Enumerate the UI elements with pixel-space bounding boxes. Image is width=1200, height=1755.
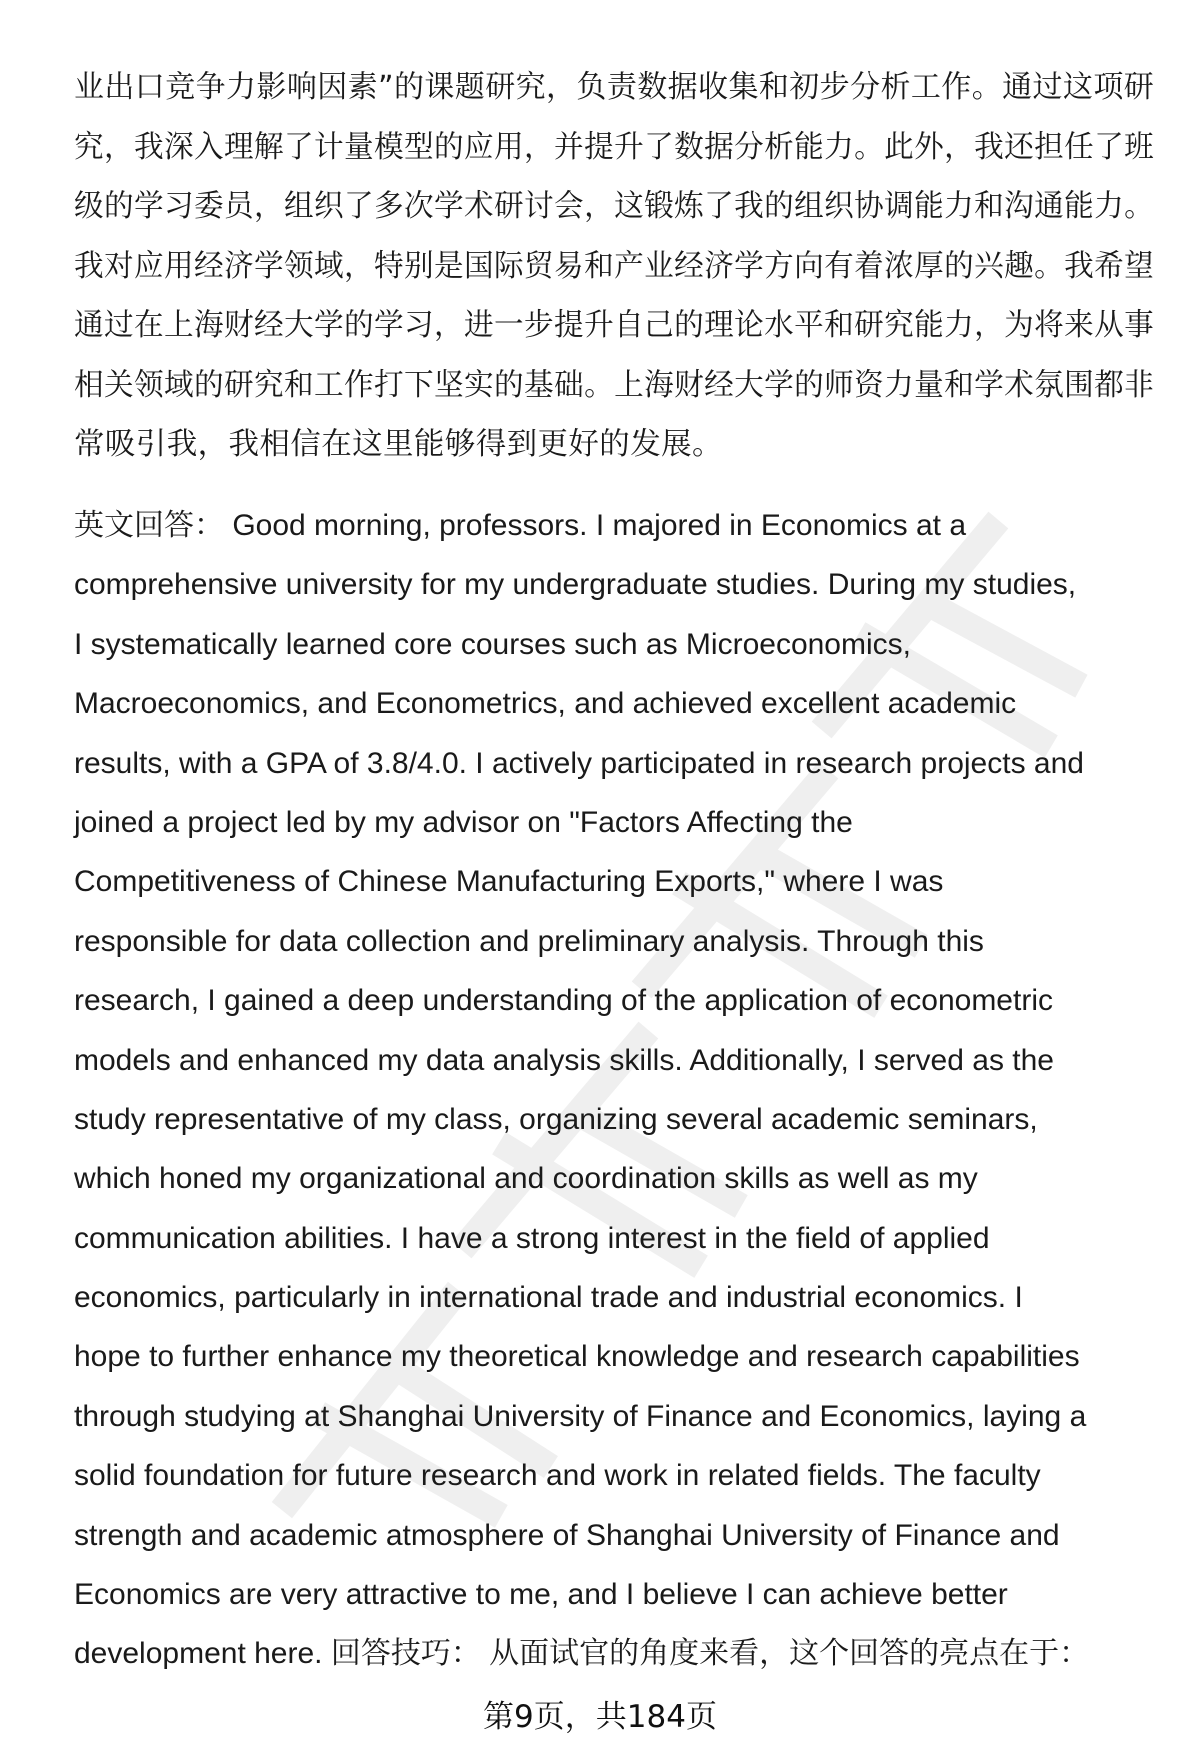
- chinese-paragraph-line: 我对应用经济学领域，特别是国际贸易和产业经济学方向有着浓厚的兴趣。我希望: [74, 248, 1155, 284]
- english-answer-line: which honed my organizational and coordination skills as well as my: [74, 1162, 978, 1196]
- english-answer-line: joined a project led by my advisor on "Factors Affecting the: [74, 805, 853, 839]
- english-answer-line: research, I gained a deep understanding of the application of econometric: [74, 984, 1053, 1018]
- english-answer-line: Economics are very attractive to me, and I believe I can achieve better: [74, 1578, 1008, 1612]
- english-answer-line: through studying at Shanghai University of Finance and Economics, laying a: [74, 1399, 1087, 1433]
- english-answer-line: hope to further enhance my theoretical knowledge and research capabilities: [74, 1340, 1080, 1374]
- english-answer: [74, 496, 1154, 1684]
- chinese-paragraph: [74, 58, 1154, 475]
- english-answer-line: comprehensive university for my undergraduate studies. During my studies,: [74, 568, 1077, 602]
- chinese-paragraph-line: 通过在上海财经大学的学习，进一步提升自己的理论水平和研究能力，为将来从事: [74, 308, 1155, 343]
- chinese-paragraph-line: 究，我深入理解了计量模型的应用，并提升了数据分析能力。此外，我还担任了班: [74, 129, 1155, 165]
- english-answer-line: 英文回答： Good morning, professors. I majored in Economics at a: [74, 509, 967, 542]
- english-answer-line: communication abilities. I have a strong interest in the field of applied: [74, 1221, 990, 1255]
- english-answer-line: economics, particularly in international trade and industrial economics. I: [74, 1281, 1023, 1315]
- english-answer-line: Macroeconomics, and Econometrics, and achieved excellent academic: [74, 687, 1017, 721]
- english-answer-line: study representative of my class, organizing several academic seminars,: [74, 1102, 1038, 1136]
- english-answer-line: solid foundation for future research and work in related fields. The faculty: [74, 1459, 1041, 1493]
- page-number-footer: 第9页，共184页: [483, 1699, 717, 1735]
- english-answer-line: results, with a GPA of 3.8/4.0. I actively participated in research projects and: [74, 746, 1084, 780]
- english-answer-line: Competitiveness of Chinese Manufacturing Exports," where I was: [74, 865, 944, 899]
- chinese-paragraph-line: 业出口竞争力影响因素”的课题研究，负责数据收集和初步分析工作。通过这项研: [74, 70, 1155, 105]
- chinese-paragraph-line: 级的学习委员，组织了多次学术研讨会，这锻炼了我的组织协调能力和沟通能力。: [74, 189, 1155, 224]
- english-answer-line: models and enhanced my data analysis skills. Additionally, I served as the: [74, 1043, 1054, 1077]
- chinese-paragraph-line: 常吸引我，我相信在这里能够得到更好的发展。: [74, 427, 723, 462]
- english-answer-line: I systematically learned core courses such as Microeconomics,: [74, 627, 911, 661]
- chinese-paragraph-line: 相关领域的研究和工作打下坚实的基础。上海财经大学的师资力量和学术氛围都非: [74, 367, 1155, 403]
- english-answer-line: strength and academic atmosphere of Shanghai University of Finance and: [74, 1518, 1060, 1552]
- english-answer-line: development here. 回答技巧： 从面试官的角度来看，这个回答的亮点在于：: [74, 1637, 1090, 1671]
- english-answer-line: responsible for data collection and preliminary analysis. Through this: [74, 924, 984, 958]
